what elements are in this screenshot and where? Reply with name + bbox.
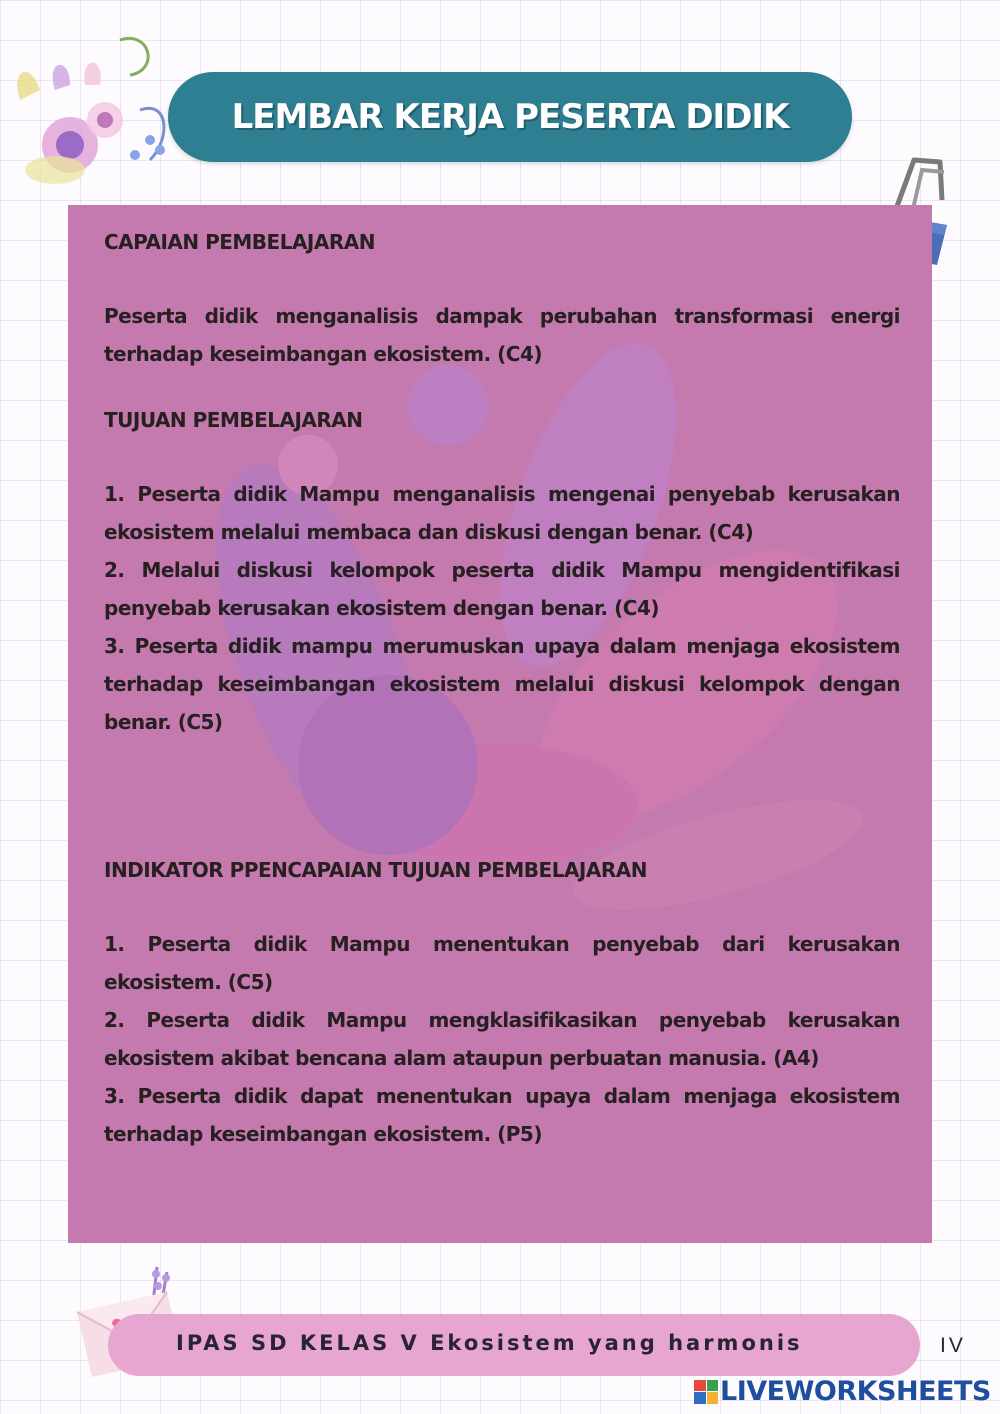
title-banner — [168, 72, 852, 162]
liveworksheets-icon — [694, 1380, 718, 1404]
card-content — [104, 223, 900, 1153]
tujuan-heading: TUJUAN PEMBELAJARAN — [104, 408, 363, 432]
indikator-heading: INDIKATOR PPENCAPAIAN TUJUAN PEMBELAJARAN — [104, 858, 647, 882]
indikator-item: 3. Peserta didik dapat menentukan upaya dalam menjaga ekosistem terhadap keseimbangan ekosistem. (P5) — [104, 1084, 900, 1146]
indikator-item: 2. Peserta didik Mampu mengklasifikasikan penyebab kerusakan ekosistem akibat bencana alam ataupun perbuatan manusia. (A4) — [104, 1008, 900, 1070]
liveworksheets-logo[interactable] — [694, 1376, 991, 1407]
capaian-heading: CAPAIAN PEMBELAJARAN — [104, 230, 375, 254]
footer-subject: IPAS SD KELAS V Ekosistem yang harmonis — [176, 1331, 803, 1355]
page-number: IV — [940, 1334, 966, 1357]
indikator-item: 1. Peserta didik Mampu menentukan penyebab dari kerusakan ekosistem. (C5) — [104, 932, 900, 994]
tujuan-item: 1. Peserta didik Mampu menganalisis mengenai penyebab kerusakan ekosistem melalui membaca dan diskusi dengan benar. (C4) — [104, 482, 900, 544]
content-card — [68, 205, 932, 1243]
tujuan-item: 2. Melalui diskusi kelompok peserta didik Mampu mengidentifikasi penyebab kerusakan ekosistem dengan benar. (C4) — [104, 558, 900, 620]
capaian-text: Peserta didik menganalisis dampak perubahan transformasi energi terhadap keseimbangan ekosistem. (C4) — [104, 304, 900, 366]
tujuan-item: 3. Peserta didik mampu merumuskan upaya dalam menjaga ekosistem terhadap keseimbangan ekosistem melalui diskusi kelompok dengan benar. (C5) — [104, 634, 900, 734]
page-title: LEMBAR KERJA PESERTA DIDIK — [231, 97, 789, 137]
brand-name: LIVEWORKSHEETS — [720, 1376, 991, 1407]
